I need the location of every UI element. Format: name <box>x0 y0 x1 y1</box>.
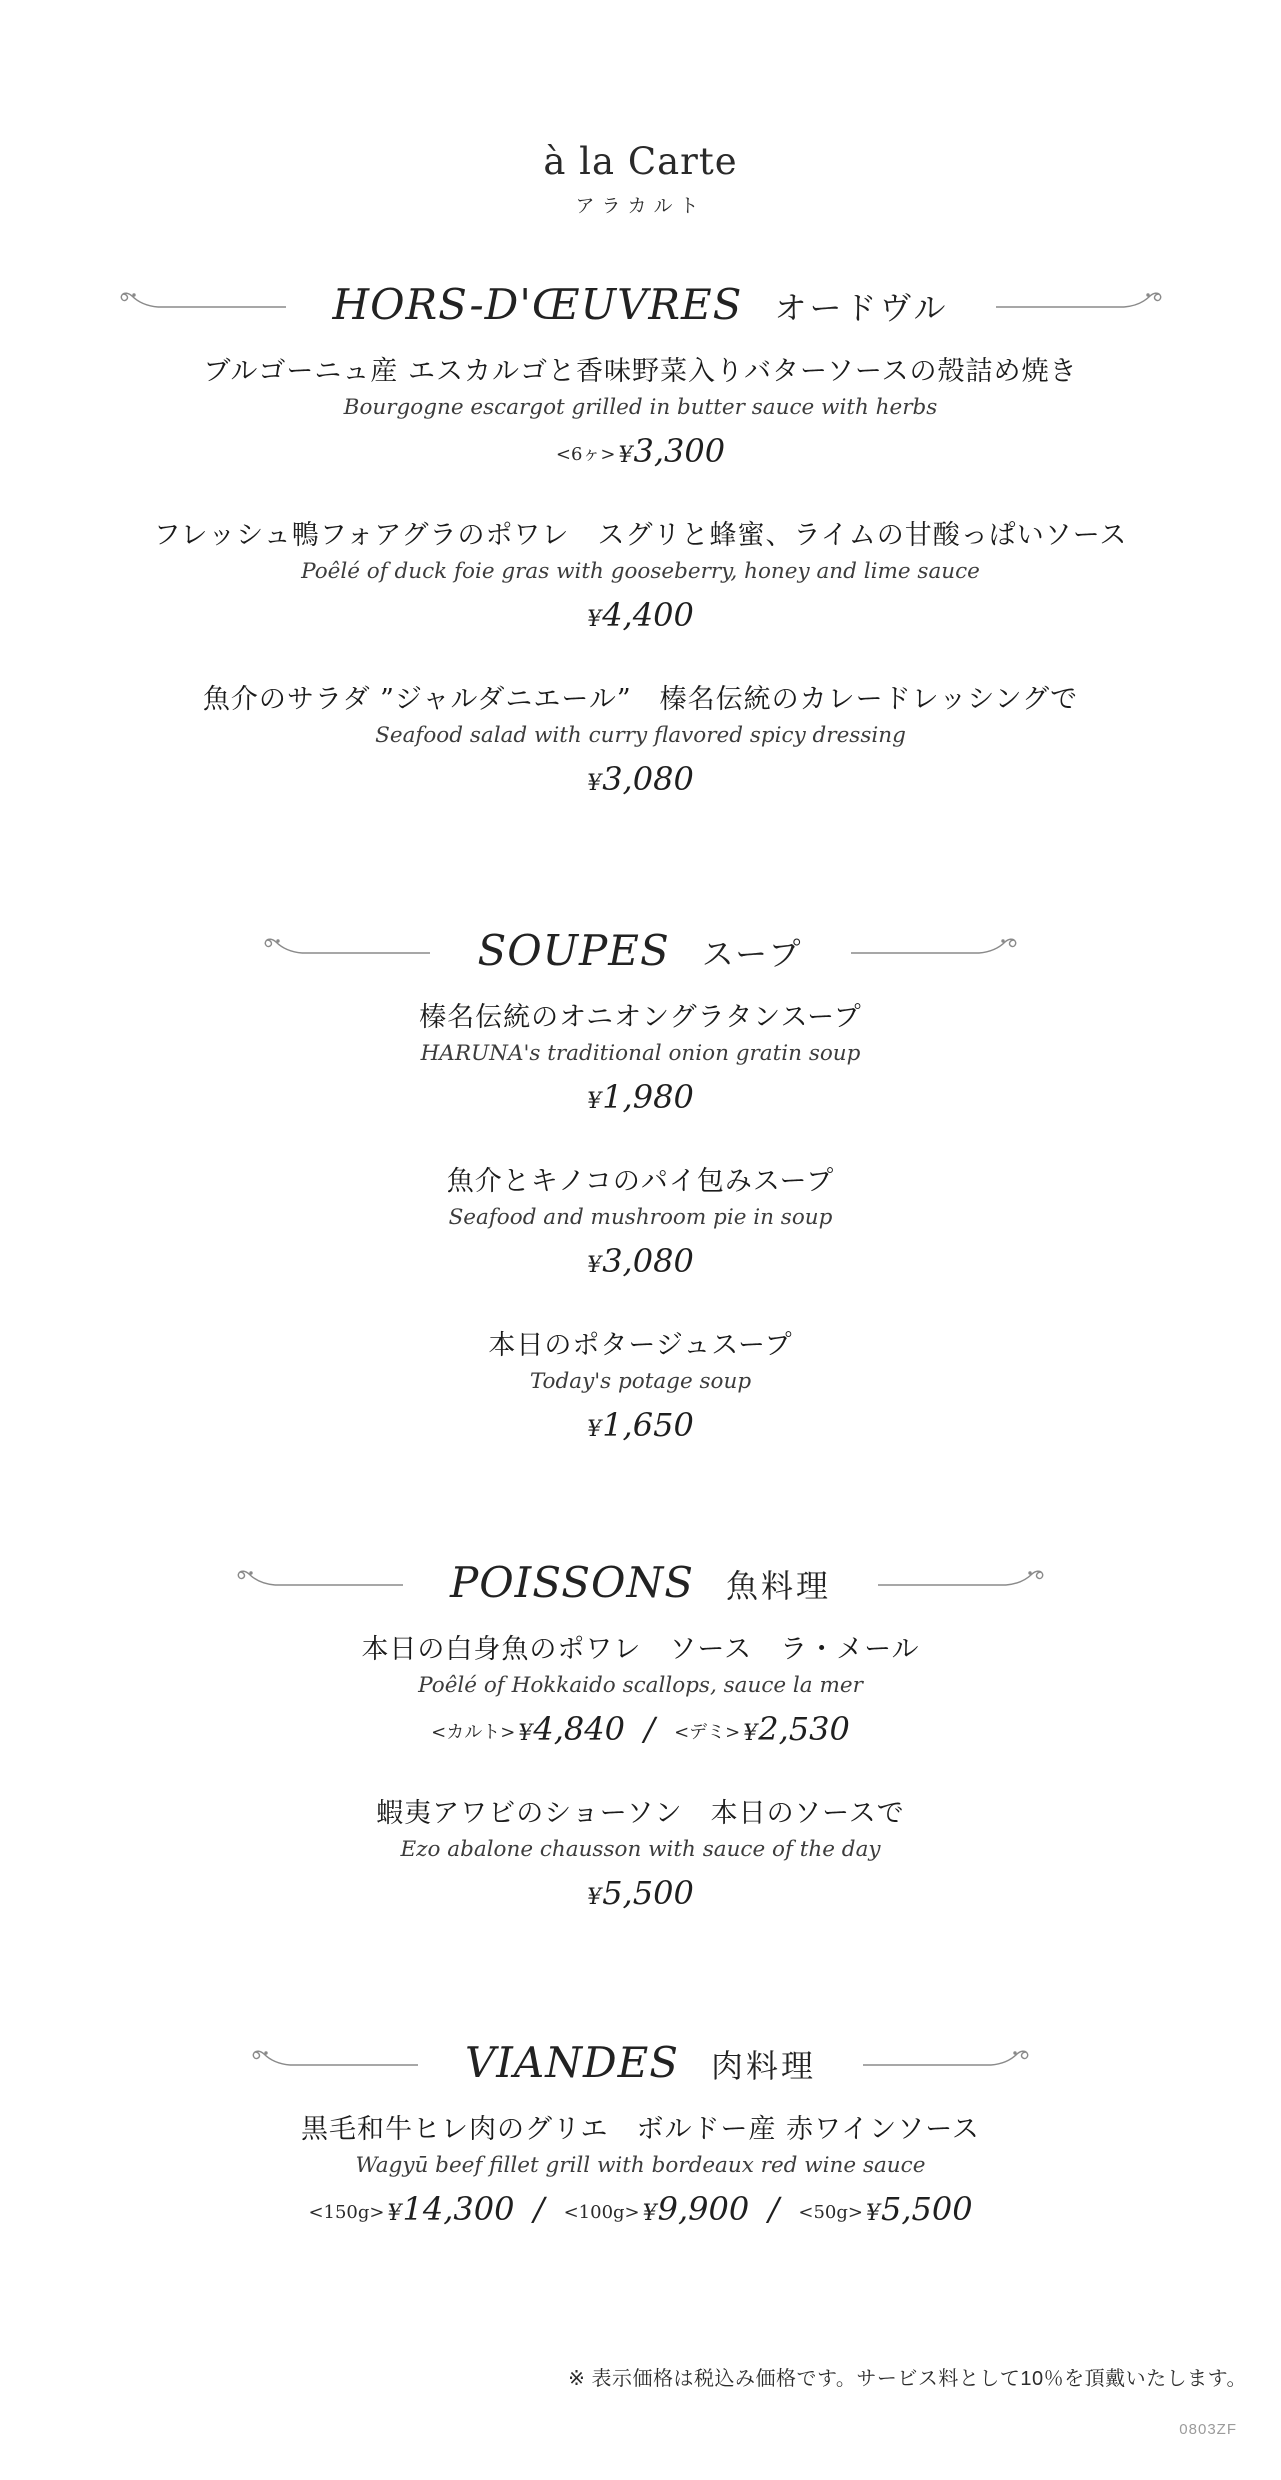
dish-name-english: Bourgogne escargot grilled in butter sauce with herbs <box>343 395 938 420</box>
tax-service-note: ※ 表示価格は税込み価格です。サービス料として10％を頂戴いたします。 <box>568 2368 1247 2390</box>
dish-price <box>0 759 1281 804</box>
section-title <box>333 280 949 329</box>
yen-symbol: ¥ <box>618 443 633 468</box>
price-separator: / <box>758 2190 790 2228</box>
section-title-french: HORS-D'ŒUVRES <box>332 279 743 329</box>
price-separator: / <box>523 2190 555 2228</box>
flourish-right-icon <box>850 937 1025 963</box>
dish-name-english: Seafood salad with curry flavored spicy dressing <box>375 723 906 748</box>
price-amount: 14,300 <box>402 2190 515 2228</box>
dish-name-english: Poêlé of duck foie gras with gooseberry, honey and lime sauce <box>301 559 980 584</box>
section-items <box>0 354 1281 804</box>
price-portion-note: <カルト> <box>431 1722 516 1743</box>
price-portion-note: <150g> <box>308 2202 385 2223</box>
price-amount: 3,300 <box>633 432 726 470</box>
section-title-french: VIANDES <box>464 2037 680 2087</box>
price-amount: 4,400 <box>602 596 694 634</box>
dish-name-japanese: 蝦夷アワビのショーソン 本日のソースで <box>376 1798 905 1829</box>
menu-item <box>0 1000 1281 1122</box>
section-header <box>0 922 1281 978</box>
section-hors-doeuvres <box>0 276 1281 846</box>
dish-price <box>0 1405 1281 1450</box>
dish-price <box>0 595 1281 640</box>
yen-symbol: ¥ <box>587 1885 602 1910</box>
menu-item <box>0 354 1281 476</box>
flourish-left-icon <box>244 2049 419 2075</box>
price-portion-note: <6ヶ> <box>555 444 616 465</box>
price-amount: 1,650 <box>602 1406 694 1444</box>
price-portion-note: <100g> <box>563 2202 640 2223</box>
section-title-japanese: 肉料理 <box>711 2046 817 2085</box>
section-title-french: SOUPES <box>477 925 670 975</box>
yen-symbol: ¥ <box>587 1253 602 1278</box>
dish-name-english: Seafood and mushroom pie in soup <box>448 1205 833 1230</box>
dish-price <box>0 1709 1281 1754</box>
dish-price <box>0 2189 1281 2234</box>
menu-item <box>0 682 1281 804</box>
menu-item <box>0 518 1281 640</box>
section-header <box>0 276 1281 332</box>
dish-name-english: Poêlé of Hokkaido scallops, sauce la mer <box>418 1673 863 1698</box>
price-amount: 2,530 <box>758 1710 850 1748</box>
flourish-left-icon <box>229 1569 404 1595</box>
section-title-french: POISSONS <box>449 1557 695 1607</box>
dish-price <box>0 1873 1281 1918</box>
price-amount: 4,840 <box>533 1710 625 1748</box>
price-amount: 5,500 <box>880 2190 973 2228</box>
dish-name-japanese: ブルゴーニュ産 エスカルゴと香味野菜入りバターソースの殻詰め焼き <box>203 356 1078 387</box>
flourish-left-icon <box>112 291 287 317</box>
yen-symbol: ¥ <box>587 771 602 796</box>
dish-name-japanese: 本日の白身魚のポワレ ソース ラ・メール <box>361 1634 920 1665</box>
section-title-japanese: 魚料理 <box>726 1566 832 1605</box>
dish-name-japanese: 魚介とキノコのパイ包みスープ <box>446 1166 835 1197</box>
section-title <box>465 2038 816 2087</box>
dish-name-japanese: フレッシュ鴨フォアグラのポワレ スグリと蜂蜜、ライムの甘酸っぱいソース <box>153 520 1128 551</box>
yen-symbol: ¥ <box>743 1721 758 1746</box>
section-viandes <box>0 2034 1281 2276</box>
page-title: à la Carte <box>543 140 738 183</box>
yen-symbol: ¥ <box>387 2201 402 2226</box>
price-portion-note: <デミ> <box>674 1722 741 1743</box>
dish-name-japanese: 黒毛和牛ヒレ肉のグリエ ボルドー産 赤ワインソース <box>301 2114 980 2145</box>
price-portion-note: <50g> <box>798 2202 863 2223</box>
section-title-japanese: オードヴル <box>774 288 949 327</box>
page-subtitle: アラカルト <box>575 195 706 217</box>
price-amount: 5,500 <box>602 1874 694 1912</box>
section-items <box>0 1632 1281 1918</box>
yen-symbol: ¥ <box>587 1089 602 1114</box>
dish-price <box>0 431 1281 476</box>
price-amount: 1,980 <box>602 1078 694 1116</box>
section-poissons <box>0 1554 1281 1960</box>
yen-symbol: ¥ <box>642 2201 657 2226</box>
flourish-right-icon <box>877 1569 1052 1595</box>
menu-item <box>0 1328 1281 1450</box>
flourish-right-icon <box>995 291 1170 317</box>
menu-item <box>0 1164 1281 1286</box>
yen-symbol: ¥ <box>587 607 602 632</box>
dish-name-english: Wagyū beef fillet grill with bordeaux red wine sauce <box>355 2153 926 2178</box>
dish-name-japanese: 魚介のサラダ ”ジャルダニエール” 榛名伝統のカレードレッシングで <box>202 684 1079 715</box>
menu-code: 0803ZF <box>1179 2421 1237 2438</box>
section-header <box>0 2034 1281 2090</box>
section-items <box>0 2112 1281 2234</box>
menu-item <box>0 1632 1281 1754</box>
section-title <box>477 926 803 975</box>
price-amount: 3,080 <box>602 760 694 798</box>
flourish-left-icon <box>256 937 431 963</box>
price-separator: / <box>633 1710 666 1748</box>
section-header <box>0 1554 1281 1610</box>
section-title <box>450 1558 831 1607</box>
menu-item <box>0 2112 1281 2234</box>
dish-name-english: Ezo abalone chausson with sauce of the day <box>400 1837 881 1862</box>
yen-symbol: ¥ <box>518 1721 533 1746</box>
yen-symbol: ¥ <box>587 1417 602 1442</box>
dish-name-english: Today's potage soup <box>529 1369 752 1394</box>
section-title-japanese: スープ <box>701 934 804 973</box>
section-items <box>0 1000 1281 1450</box>
flourish-right-icon <box>862 2049 1037 2075</box>
menu-title-block <box>0 140 1281 218</box>
yen-symbol: ¥ <box>865 2201 880 2226</box>
menu-item <box>0 1796 1281 1918</box>
dish-name-english: HARUNA's traditional onion gratin soup <box>420 1041 861 1066</box>
price-amount: 9,900 <box>657 2190 750 2228</box>
dish-price <box>0 1241 1281 1286</box>
dish-price <box>0 1077 1281 1122</box>
price-amount: 3,080 <box>602 1242 694 1280</box>
dish-name-japanese: 榛名伝統のオニオングラタンスープ <box>419 1002 862 1033</box>
dish-name-japanese: 本日のポタージュスープ <box>488 1330 793 1361</box>
section-soupes <box>0 922 1281 1492</box>
